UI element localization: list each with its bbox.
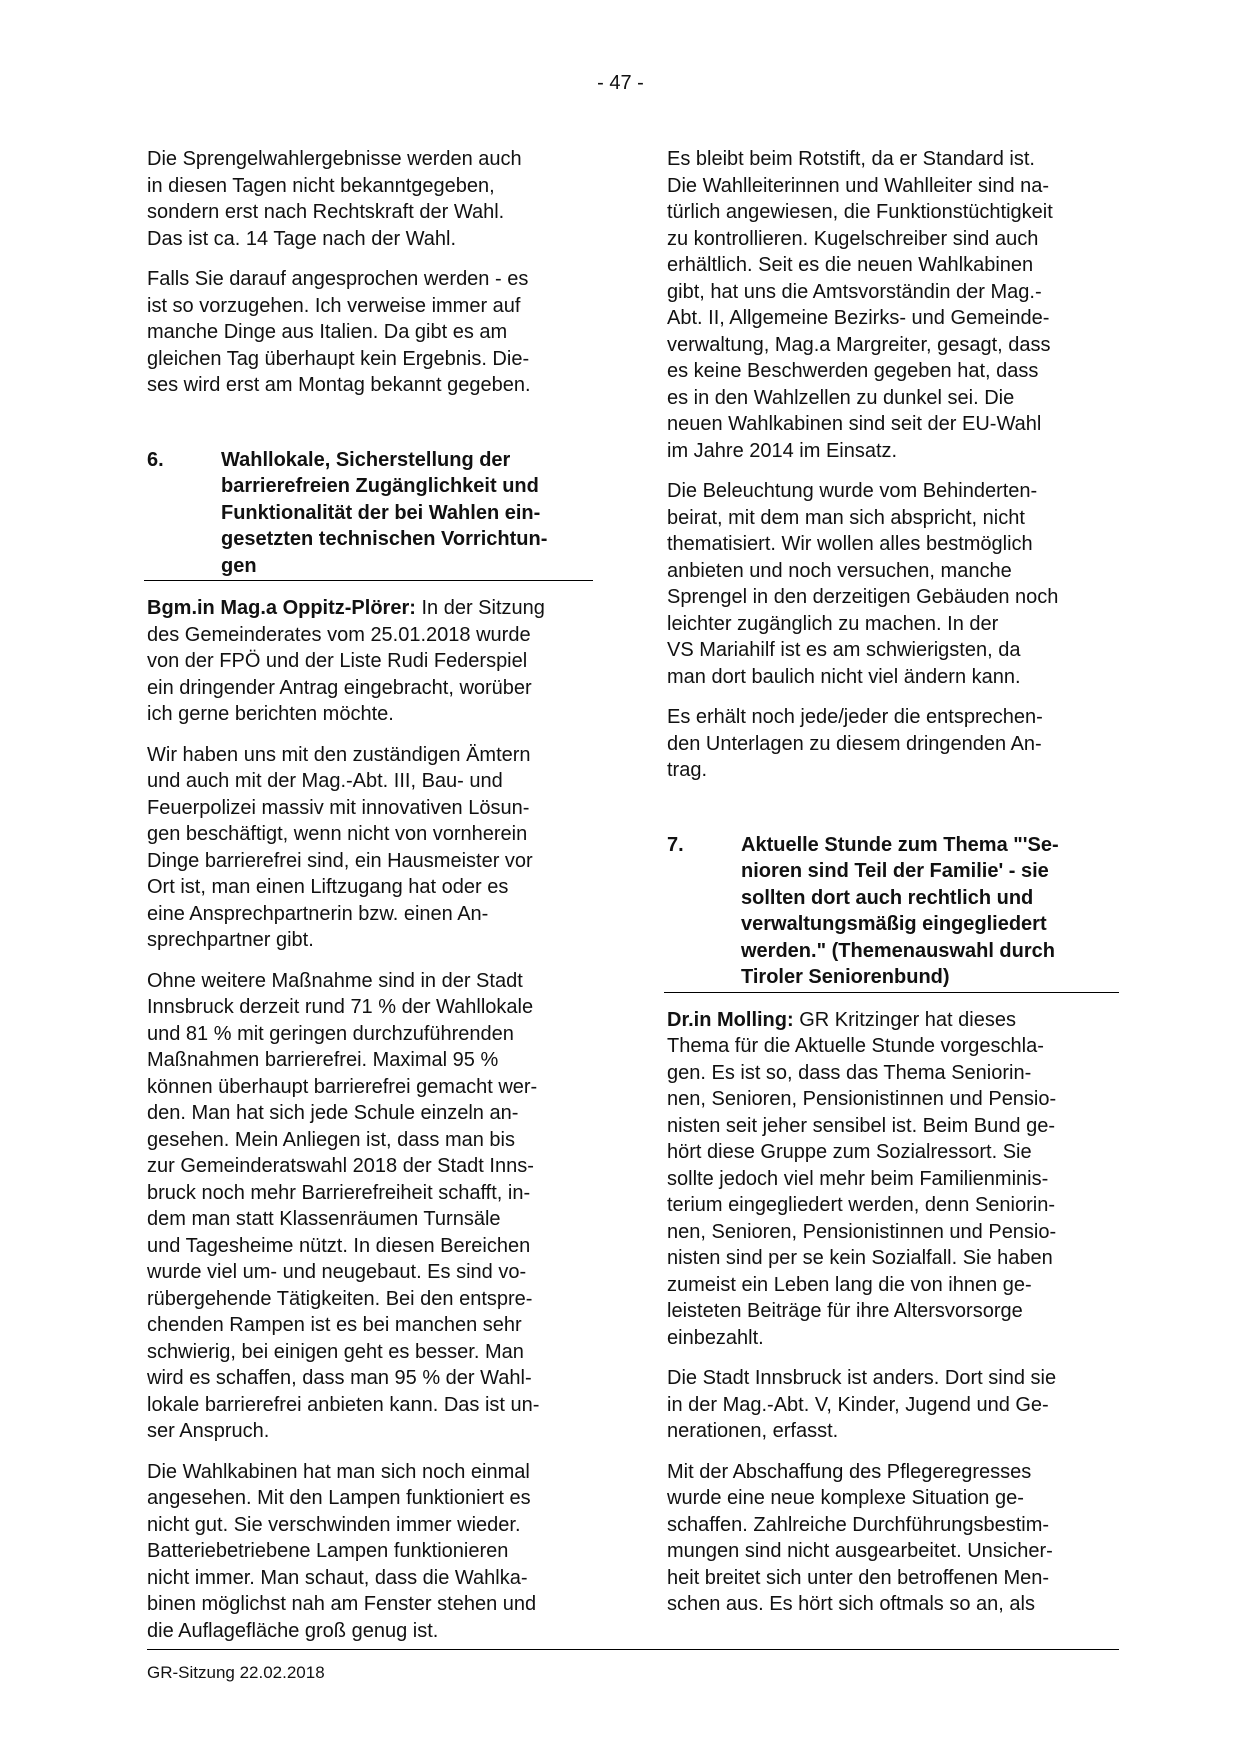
paragraph: Es erhält noch jede/jeder die entsprechen- den Unterlagen zu diesem dringenden An- trag. [667, 706, 1043, 781]
speaker-text: In der Sitzung des Gemeinderates vom 25.01.2018 wurde von der FPÖ und der Liste Rudi Federspiel ein dringender Antrag eingebracht, worüber ich gerne berichten möchte. [147, 597, 545, 725]
paragraph: Die Wahlkabinen hat man sich noch einmal angesehen. Mit den Lampen funktioniert es nicht gut. Sie verschwinden immer wieder. Batteriebetriebene Lampen funktionieren nicht immer. Man schaut, dass die Wahlka- binen möglichst nah am Fenster stehen und die Auflagefläche groß genug ist. [147, 1460, 537, 1642]
paragraph: Falls Sie darauf angesprochen werden - es ist so vorzugehen. Ich verweise immer auf manche Dinge aus Italien. Da gibt es am gleichen Tag überhaupt kein Ergebnis. Die- ses wird erst am Montag bekannt gegeben. [147, 268, 531, 396]
section-6-heading [147, 447, 597, 580]
speaker-name: Bgm.in Mag.a Oppitz-Plörer: [147, 597, 416, 619]
paragraph: Es bleibt beim Rotstift, da er Standard ist. Die Wahlleiterinnen und Wahlleiter sind na- türlich angewiesen, die Funktionstüchtigkeit zu kontrollieren. Kugelschreiber sind auch erhältlich. Seit es die neuen Wahlkabinen gibt, hat uns die Amtsvorständin der Mag.- Abt. II, Allgemeine Bezirks- und Gemeinde- verwaltung, Mag.a Margreiter, gesagt, dass es keine Beschwerden gegeben hat, dass es in den Wahlzellen zu dunkel sei. Die neuen Wahlkabinen sind seit der EU-Wahl im Jahre 2014 im Einsatz. [667, 148, 1053, 462]
paragraph: Die Beleuchtung wurde vom Behinderten- beirat, mit dem man sich abspricht, nicht thematisiert. Wir wollen alles bestmöglich anbieten und noch versuchen, manche Sprengel in den derzeitigen Gebäuden noch leichter zugänglich zu machen. In der VS Mariahilf ist es am schwierigsten, da man dort baulich nicht viel ändern kann. [667, 480, 1059, 688]
section-number: 6. [147, 448, 164, 471]
paragraph: Die Sprengelwahlergebnisse werden auch in diesen Tagen nicht bekanntgegeben, sondern erst nach Rechtskraft der Wahl. Das ist ca. 14 Tage nach der Wahl. [147, 148, 522, 250]
section-divider [144, 580, 593, 581]
paragraph: Mit der Abschaffung des Pflegeregresses wurde eine neue komplexe Situation ge- schaffen. Zahlreiche Durchführungsbestim- mungen sind nicht ausgearbeitet. Unsicher- heit breitet sich unter den betroffenen Men- schen aus. Es hört sich oftmals so an, als [667, 1460, 1053, 1615]
speaker-name: Dr.in Molling: [667, 1008, 794, 1031]
right-column [667, 146, 1119, 1632]
paragraph: Ohne weitere Maßnahme sind in der Stadt Innsbruck derzeit rund 71 % der Wahllokale und 81 % mit geringen durchzuführenden Maßnahmen barrierefrei. Maximal 95 % können überhaupt barrierefrei gemacht wer- den. Man hat sich jede Schule einzeln an- gesehen. Mein Anliegen ist, dass man bis zur Gemeinderatswahl 2018 der Stadt Inns- bruck noch mehr Barrierefreiheit schafft, in- dem man statt Klassenräumen Turnsäle und Tagesheime nützt. In diesen Bereichen wurde viel um- und neugebaut. Es sind vo- rübergehende Tätigkeiten. Bei den entspre- chenden Rampen ist es bei manchen sehr schwierig, bei einigen geht es besser. Man wird es schaffen, dass man 95 % der Wahl- lokale barrierefrei anbieten kann. Das ist un- ser Anspruch. [147, 969, 540, 1442]
section-7-heading [667, 832, 1119, 991]
paragraph: Die Stadt Innsbruck ist anders. Dort sind sie in der Mag.-Abt. V, Kinder, Jugend und Ge- nerationen, erfasst. [667, 1367, 1057, 1442]
section-title: Wahllokale, Sicherstellung der barrierefreien Zugänglichkeit und Funktionalität der bei Wahlen ein- gesetzten technischen Vorrichtun- gen [221, 448, 548, 577]
speaker-paragraph [667, 1007, 1119, 1352]
section-number: 7. [667, 833, 684, 856]
speaker-paragraph [147, 595, 597, 728]
paragraph: Wir haben uns mit den zuständigen Ämtern und auch mit der Mag.-Abt. III, Bau- und Feuerpolizei massiv mit innovativen Lösun- gen beschäftigt, wenn nicht von vornherein Dinge barrierefrei sind, ein Hausmeister vor Ort ist, man einen Liftzugang hat oder es eine Ansprechpartnerin bzw. einen An- sprechpartner gibt. [147, 743, 533, 951]
footer-divider [147, 1649, 1119, 1650]
section-divider [664, 992, 1119, 993]
section-title: Aktuelle Stunde zum Thema "'Se- nioren sind Teil der Familie' - sie sollten dort auch rechtlich und verwaltungsmäßig eingegliedert werden." (Themenauswahl durch Tiroler Seniorenbund) [741, 833, 1059, 988]
page-number: - 47 - [597, 72, 644, 94]
footer-text: GR-Sitzung 22.02.2018 [147, 1663, 325, 1682]
speaker-text: GR Kritzinger hat dieses Thema für die Aktuelle Stunde vorgeschla- gen. Es ist so, dass das Thema Seniorin- nen, Senioren, Pensionistinnen und Pensio- nisten seit jeher sensibel ist. Beim Bund ge- hört diese Gruppe zum Sozialressort. Sie sollte jedoch viel mehr beim Familienminis- terium eingegliedert werden, denn Seniorin- nen, Senioren, Pensionistinnen und Pensio- nisten sind per se kein Sozialfall. Sie haben zumeist ein Leben lang die von ihnen ge- leisteten Beiträge für ihre Altersvorsorge einbezahlt. [667, 1008, 1057, 1349]
left-column [147, 146, 597, 1658]
